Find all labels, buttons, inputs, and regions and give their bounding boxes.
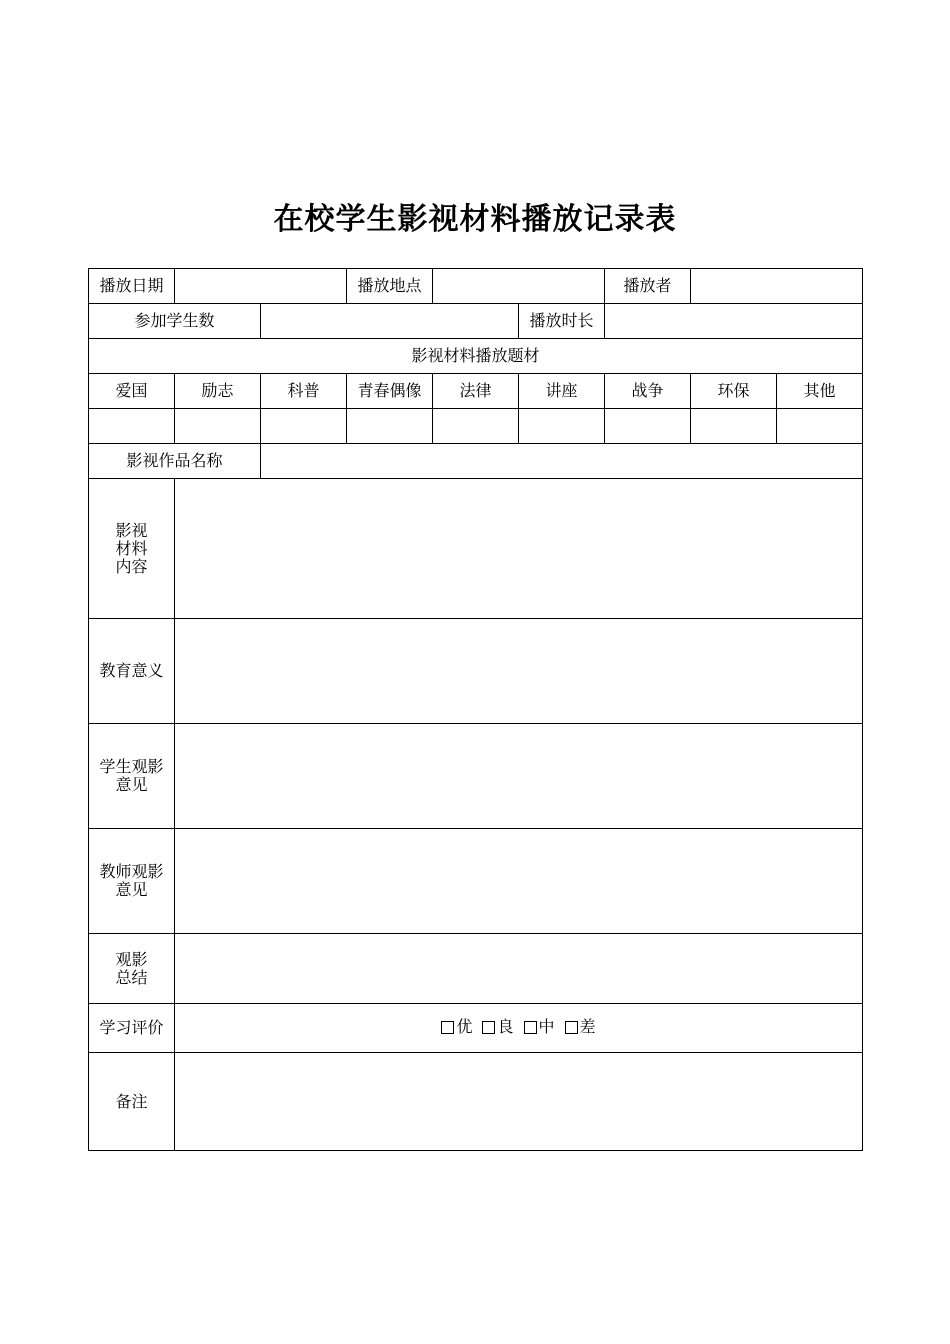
row-theme-inputs: [89, 409, 863, 444]
theme-field[interactable]: [261, 409, 347, 444]
theme-label: 爱国: [89, 374, 175, 409]
location-label: 播放地点: [347, 269, 433, 304]
theme-field[interactable]: [347, 409, 433, 444]
theme-header: 影视材料播放题材: [89, 339, 863, 374]
students-label: 参加学生数: [89, 304, 261, 339]
theme-label: 科普: [261, 374, 347, 409]
location-field[interactable]: [433, 269, 605, 304]
remarks-label: 备注: [89, 1053, 175, 1151]
student-opinion-label: 学生观影 意见: [89, 724, 175, 829]
checkbox-icon[interactable]: [482, 1021, 495, 1034]
summary-label: 观影 总结: [89, 934, 175, 1004]
rating-option-average[interactable]: 中: [524, 1018, 555, 1036]
row-basic-info: [89, 269, 863, 304]
theme-label: 法律: [433, 374, 519, 409]
theme-label: 励志: [175, 374, 261, 409]
player-label: 播放者: [605, 269, 691, 304]
checkbox-icon[interactable]: [565, 1021, 578, 1034]
theme-field[interactable]: [175, 409, 261, 444]
player-field[interactable]: [691, 269, 863, 304]
students-field[interactable]: [261, 304, 519, 339]
rating-option-good[interactable]: 良: [482, 1018, 513, 1036]
evaluation-label: 学习评价: [89, 1004, 175, 1053]
theme-field[interactable]: [691, 409, 777, 444]
rating-option-poor[interactable]: 差: [565, 1018, 596, 1036]
work-name-label: 影视作品名称: [89, 444, 261, 479]
row-teacher-opinion: [89, 829, 863, 934]
form-title: 在校学生影视材料播放记录表: [273, 202, 677, 237]
teacher-opinion-label: 教师观影 意见: [89, 829, 175, 934]
summary-field[interactable]: [175, 934, 863, 1004]
evaluation-options: [175, 1004, 863, 1053]
duration-label: 播放时长: [519, 304, 605, 339]
row-remarks: [89, 1053, 863, 1151]
education-label: 教育意义: [89, 619, 175, 724]
row-attendance: [89, 304, 863, 339]
row-work-name: [89, 444, 863, 479]
theme-label: 战争: [605, 374, 691, 409]
row-theme-header: [89, 339, 863, 374]
row-summary: [89, 934, 863, 1004]
date-field[interactable]: [175, 269, 347, 304]
theme-field[interactable]: [519, 409, 605, 444]
teacher-opinion-field[interactable]: [175, 829, 863, 934]
duration-field[interactable]: [605, 304, 863, 339]
row-student-opinion: [89, 724, 863, 829]
theme-field[interactable]: [433, 409, 519, 444]
row-content: [89, 479, 863, 619]
checkbox-icon[interactable]: [524, 1021, 537, 1034]
content-field[interactable]: [175, 479, 863, 619]
theme-field[interactable]: [605, 409, 691, 444]
record-table: [88, 268, 863, 1151]
theme-label: 其他: [777, 374, 863, 409]
content-label: 影视 材料 内容: [89, 479, 175, 619]
theme-label: 青春偶像: [347, 374, 433, 409]
student-opinion-field[interactable]: [175, 724, 863, 829]
work-name-field[interactable]: [261, 444, 863, 479]
date-label: 播放日期: [89, 269, 175, 304]
row-theme-labels: [89, 374, 863, 409]
checkbox-icon[interactable]: [441, 1021, 454, 1034]
row-education: [89, 619, 863, 724]
theme-field[interactable]: [89, 409, 175, 444]
education-field[interactable]: [175, 619, 863, 724]
theme-label: 环保: [691, 374, 777, 409]
remarks-field[interactable]: [175, 1053, 863, 1151]
theme-field[interactable]: [777, 409, 863, 444]
theme-label: 讲座: [519, 374, 605, 409]
rating-option-excellent[interactable]: 优: [441, 1018, 472, 1036]
row-evaluation: [89, 1004, 863, 1053]
